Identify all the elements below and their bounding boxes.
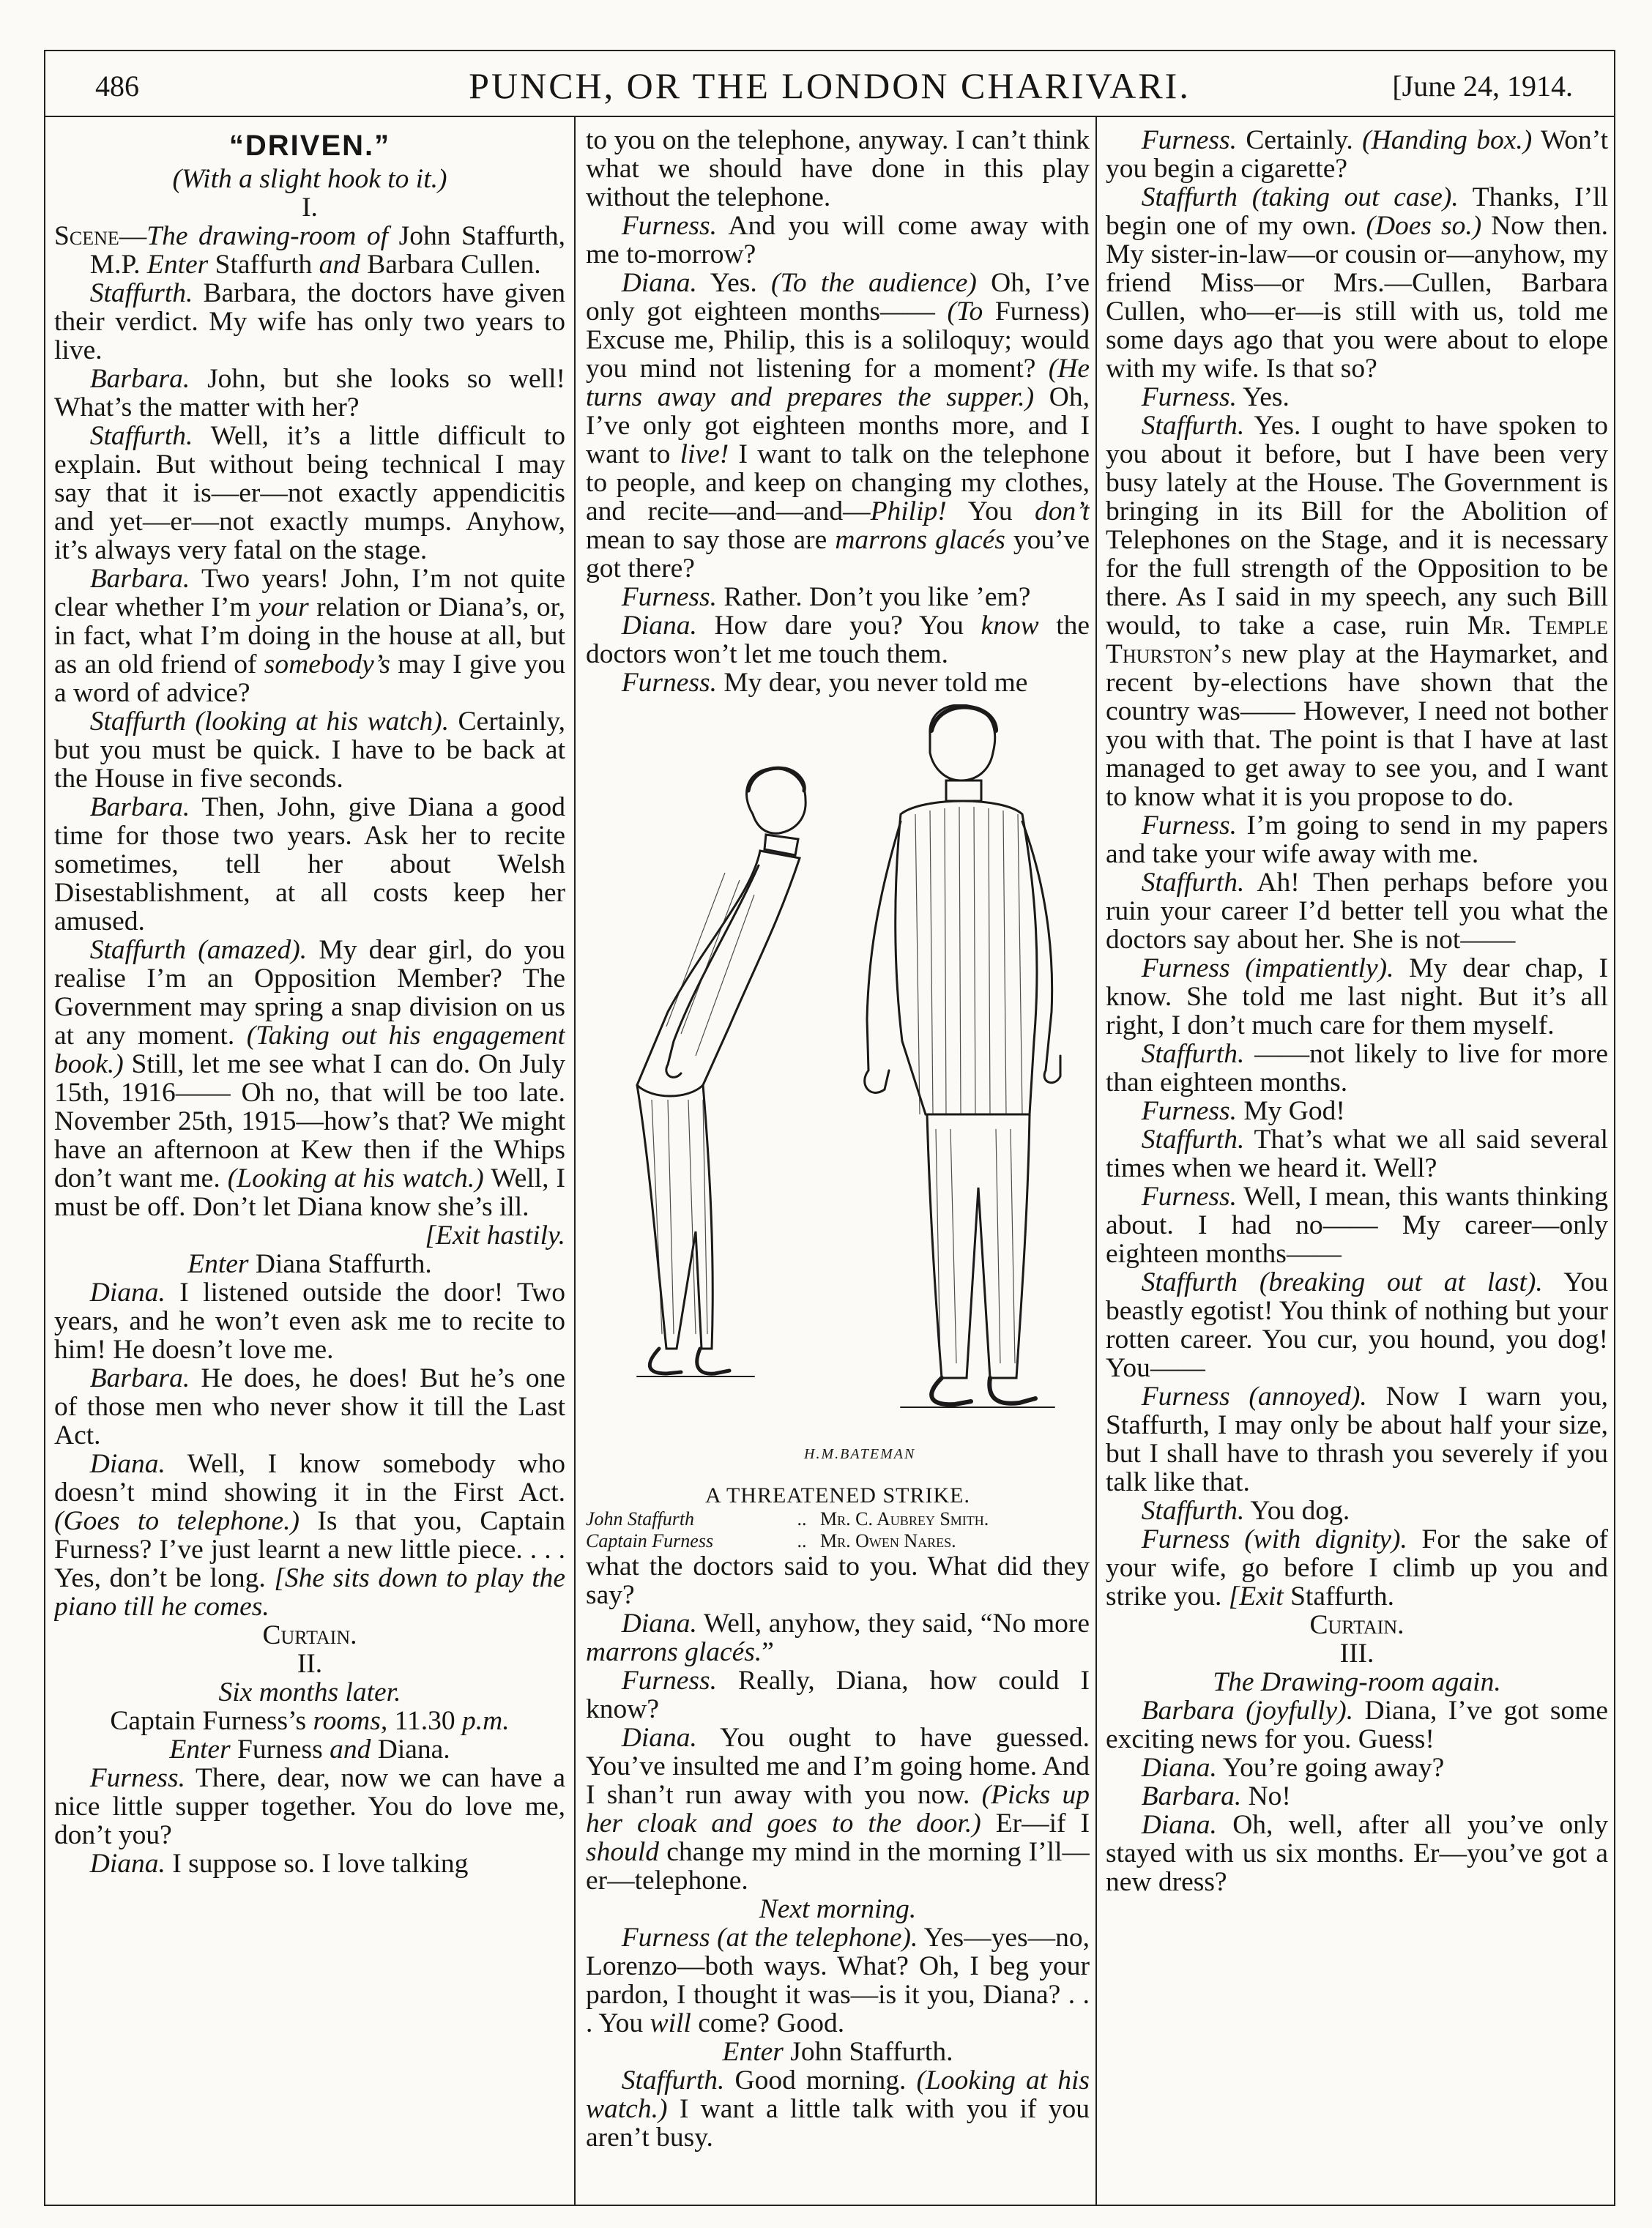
column-rule xyxy=(574,117,576,2206)
tall-man-right-arm xyxy=(1022,821,1060,1083)
dialogue-line: Barbara. John, but she looks so well! What’s the matter with her? xyxy=(54,364,565,422)
dialogue-line: Diana. You’re going away? xyxy=(1141,1753,1445,1783)
dialogue-line: Furness. Really, Diana, how could I know? xyxy=(586,1666,1090,1724)
dialogue-line: Diana. You ought to have guessed. You’ve insulted me and I’m going home. And I shan’t run away with you now. (Picks up her cloak and goes to the door.) Er—if I should change my mind in the morning I’ll—er—telephone. xyxy=(586,1723,1090,1896)
dialogue-line: Diana. Well, I know somebody who doesn’t mind showing it in the First Act. (Goes to telephone.) Is that you, Captain Furness? I’ve just learnt a new little piece. . . . Yes, don’t be long. [She sits down to play the piano till he comes. xyxy=(54,1449,565,1622)
dialogue-line: Barbara. No! xyxy=(1141,1781,1291,1811)
dialogue-line: Barbara. He does, he does! But he’s one of those men who never show it till the Last Act. xyxy=(54,1363,565,1450)
tall-man-torso xyxy=(896,801,1037,1114)
dialogue-line: Staffurth (breaking out at last). You beastly egotist! You think of nothing but your rotten career. You cur, you hound, you dog! You—— xyxy=(1106,1267,1608,1383)
tall-man-collar xyxy=(946,780,981,801)
page-number: 486 xyxy=(95,70,139,103)
short-man-hair xyxy=(748,768,804,791)
article-title: “DRIVEN.” xyxy=(228,130,391,162)
cartoon-drawing xyxy=(586,704,1090,1480)
dialogue-line: Staffurth. You dog. xyxy=(1141,1496,1350,1526)
scene-setting: The Drawing-room again. xyxy=(1213,1667,1501,1697)
cast-entry: Captain Furness .. Mr. Owen Nares. xyxy=(586,1530,956,1551)
dialogue-line: Furness (annoyed). Now I warn you, Staffurth, I may only be about half your size, but I shall have to thrash you severely if you talk like that. xyxy=(1106,1382,1608,1497)
dialogue-line: Diana. Oh, well, after all you’ve only stayed with us six months. Er—you’ve got a new dress? xyxy=(1106,1810,1608,1897)
issue-date: [June 24, 1914. xyxy=(1392,70,1573,103)
dialogue-line: Furness. Well, I mean, this wants thinking about. I had no—— My career—only eighteen months—— xyxy=(1106,1182,1608,1269)
dialogue-line: Barbara. Then, John, give Diana a good time for those two years. Ask her to recite sometimes, tell her about Welsh Disestablishment, at all costs keep her amused. xyxy=(54,792,565,936)
cartoon-caption: A THREATENED STRIKE. xyxy=(705,1483,970,1508)
dialogue-continuation: to you on the telephone, anyway. I can’t think what we should have done in this play without the telephone. xyxy=(586,126,1090,212)
artist-signature: H.M.BATEMAN xyxy=(804,1446,916,1462)
dialogue-line: Barbara. Two years! John, I’m not quite clear whether I’m your relation or Diana’s, or, in fact, what I’m doing in the house at all, but as an old friend of somebody’s may I give you a word of advice? xyxy=(54,564,565,708)
dialogue-line: Furness. My God! xyxy=(1141,1096,1345,1126)
dialogue-line: Diana. How dare you? You know the doctors won’t let me touch them. xyxy=(586,611,1090,669)
dialogue-line: Furness (with dignity). For the sake of your wife, go before I climb up you and strike you. [Exit Staffurth. xyxy=(1106,1524,1608,1612)
dialogue-line: Staffurth. Yes. I ought to have spoken to you about it before, but I have been very busy lately at the House. The Government is bringing in its Bill for the Abolition of Telephones on the Stage, and it is necessary for the full strength of the Opposition to be there. As I said in my speech, any such Bill would, to take a case, ruin Mr. Temple Thurston’s new play at the Haymarket, and recent by-elections have shown that the country was—— However, I need not bother you with that. The point is that I have at last managed to get away to see you, and I want to know what it is you propose to do. xyxy=(1106,411,1608,812)
stage-direction: [Exit hastily. xyxy=(425,1221,565,1251)
dialogue-line: Diana. Yes. (To the audience) Oh, I’ve only got eighteen months—— (To Furness) Excuse me, Philip, this is a soliloquy; would you mind not listening for a moment? (He turns away and prepares the supper.) Oh, I’ve only got eighteen months more, and I want to live! I want to talk on the telephone to people, and keep on changing my clothes, and recite—and—and—Philip! You don’t mean to say those are marrons glacés you’ve got there? xyxy=(586,268,1090,584)
suit-stripes xyxy=(652,807,1022,1363)
dialogue-line: Diana. I suppose so. I love talking xyxy=(89,1849,469,1879)
dialogue-line: Barbara (joyfully). Diana, I’ve got some exciting news for you. Guess! xyxy=(1106,1696,1608,1754)
column-2 xyxy=(586,126,1090,2198)
dialogue-line: Staffurth. Well, it’s a little difficult to explain. But without being technical I may say that it is—er—not exactly appendicitis and yet—er—not exactly mumps. Anyhow, it’s always very fatal on the stage. xyxy=(54,421,565,565)
scene-time: Six months later. xyxy=(218,1677,401,1707)
act-numeral: II. xyxy=(297,1649,323,1679)
page-header xyxy=(57,59,1602,124)
cast-list xyxy=(586,1508,1090,1552)
dialogue-line: Staffurth. Ah! Then perhaps before you ruin your career I’d better tell you what the doctors say about her. She is not—— xyxy=(1106,868,1608,955)
dialogue-line: Staffurth. Good morning. (Looking at his watch.) I want a little talk with you if you aren’t busy. xyxy=(586,2065,1090,2153)
article-subtitle: (With a slight hook to it.) xyxy=(172,164,447,194)
tall-man-feet xyxy=(931,1378,1035,1404)
dialogue-line: Furness. Rather. Don’t you like ’em? xyxy=(621,582,1031,612)
column-1 xyxy=(54,126,565,2198)
dialogue-continuation: what the doctors said to you. What did they say? xyxy=(586,1551,1090,1610)
masthead: PUNCH, OR THE LONDON CHARIVARI. xyxy=(469,65,1191,106)
dialogue-line: Furness (at the telephone). Yes—yes—no, Lorenzo—both ways. What? Oh, I beg your pardon, I thought it was—is it you, Diana? . . . You will come? Good. xyxy=(586,1923,1090,2038)
dialogue-line: Staffurth. Barbara, the doctors have given their verdict. My wife has only two years to live. xyxy=(54,278,565,365)
stage-direction: Enter Diana Staffurth. xyxy=(187,1249,432,1279)
short-man-feet xyxy=(650,1349,729,1374)
header-rule xyxy=(44,116,1615,117)
dialogue-line: Staffurth (taking out case). Thanks, I’ll begin one of my own. (Does so.) Now then. My sister-in-law—or cousin or—anyhow, my friend Miss—or Mrs.—Cullen, Barbara Cullen, who—er—is still with us, told me some days ago that you were about to elope with my wife. Is that so? xyxy=(1106,182,1608,384)
curtain-label: Curtain. xyxy=(262,1620,357,1650)
dialogue-line: Diana. I listened outside the door! Two years, and he won’t even ask me to recite to him! He doesn’t love me. xyxy=(54,1278,565,1365)
scene-time: Next morning. xyxy=(759,1894,917,1924)
short-man-trousers xyxy=(637,1085,712,1349)
curtain-label: Curtain. xyxy=(1309,1610,1404,1640)
short-man-torso xyxy=(637,851,800,1096)
column-3 xyxy=(1106,126,1608,2198)
dialogue-line: Furness. And you will come away with me to-morrow? xyxy=(586,211,1090,269)
cast-entry: John Staffurth .. Mr. C. Aubrey Smith. xyxy=(586,1508,989,1530)
dialogue-line: Furness. I’m going to send in my papers and take your wife away with me. xyxy=(1106,811,1608,869)
dialogue-line: Staffurth (looking at his watch). Certainly, but you must be quick. I have to be back at the House in five seconds. xyxy=(54,707,565,794)
dialogue-line: Furness. Yes. xyxy=(1141,382,1290,412)
dialogue-line: Furness. My dear, you never told me xyxy=(621,668,1028,698)
cartoon-illustration xyxy=(586,704,1090,1480)
dialogue-line: Staffurth. That’s what we all said several times when we heard it. Well? xyxy=(1106,1125,1608,1183)
dialogue-line: Furness. Certainly. (Handing box.) Won’t you begin a cigarette? xyxy=(1106,126,1608,184)
stage-direction: Enter John Staffurth. xyxy=(722,2037,953,2067)
dialogue-line: Staffurth. ——not likely to live for more than eighteen months. xyxy=(1106,1039,1608,1098)
dialogue-line: Staffurth (amazed). My dear girl, do you realise I’m an Opposition Member? The Government may spring a snap division on us at any moment. (Taking out his engagement book.) Still, let me see what I can do. On July 15th, 1916—— Oh no, that will be too late. November 25th, 1915—how’s that? We might have an afternoon at Kew then if the Whips don’t want me. (Looking at his watch.) Well, I must be off. Don’t let Diana know she’s ill. xyxy=(54,935,565,1222)
act-numeral: III. xyxy=(1339,1639,1374,1669)
column-rule xyxy=(1095,117,1097,2206)
short-man-arm xyxy=(666,865,759,1077)
dialogue-line: Furness. There, dear, now we can have a nice little supper together. You do love me, don’t you? xyxy=(54,1763,565,1850)
dialogue-line: Diana. Well, anyhow, they said, “No more marrons glacés.” xyxy=(586,1609,1090,1667)
act-numeral: I. xyxy=(302,193,318,223)
stage-setting: Scene—The drawing-room of John Staffurth, M.P. Enter Staffurth and Barbara Cullen. xyxy=(54,221,565,280)
scene-place: Captain Furness’s rooms, 11.30 p.m. xyxy=(110,1706,510,1736)
dialogue-line: Furness (impatiently). My dear chap, I know. She told me last night. But it’s all right, I don’t much care for them myself. xyxy=(1106,953,1608,1040)
stage-direction: Enter Furness and Diana. xyxy=(169,1735,450,1765)
